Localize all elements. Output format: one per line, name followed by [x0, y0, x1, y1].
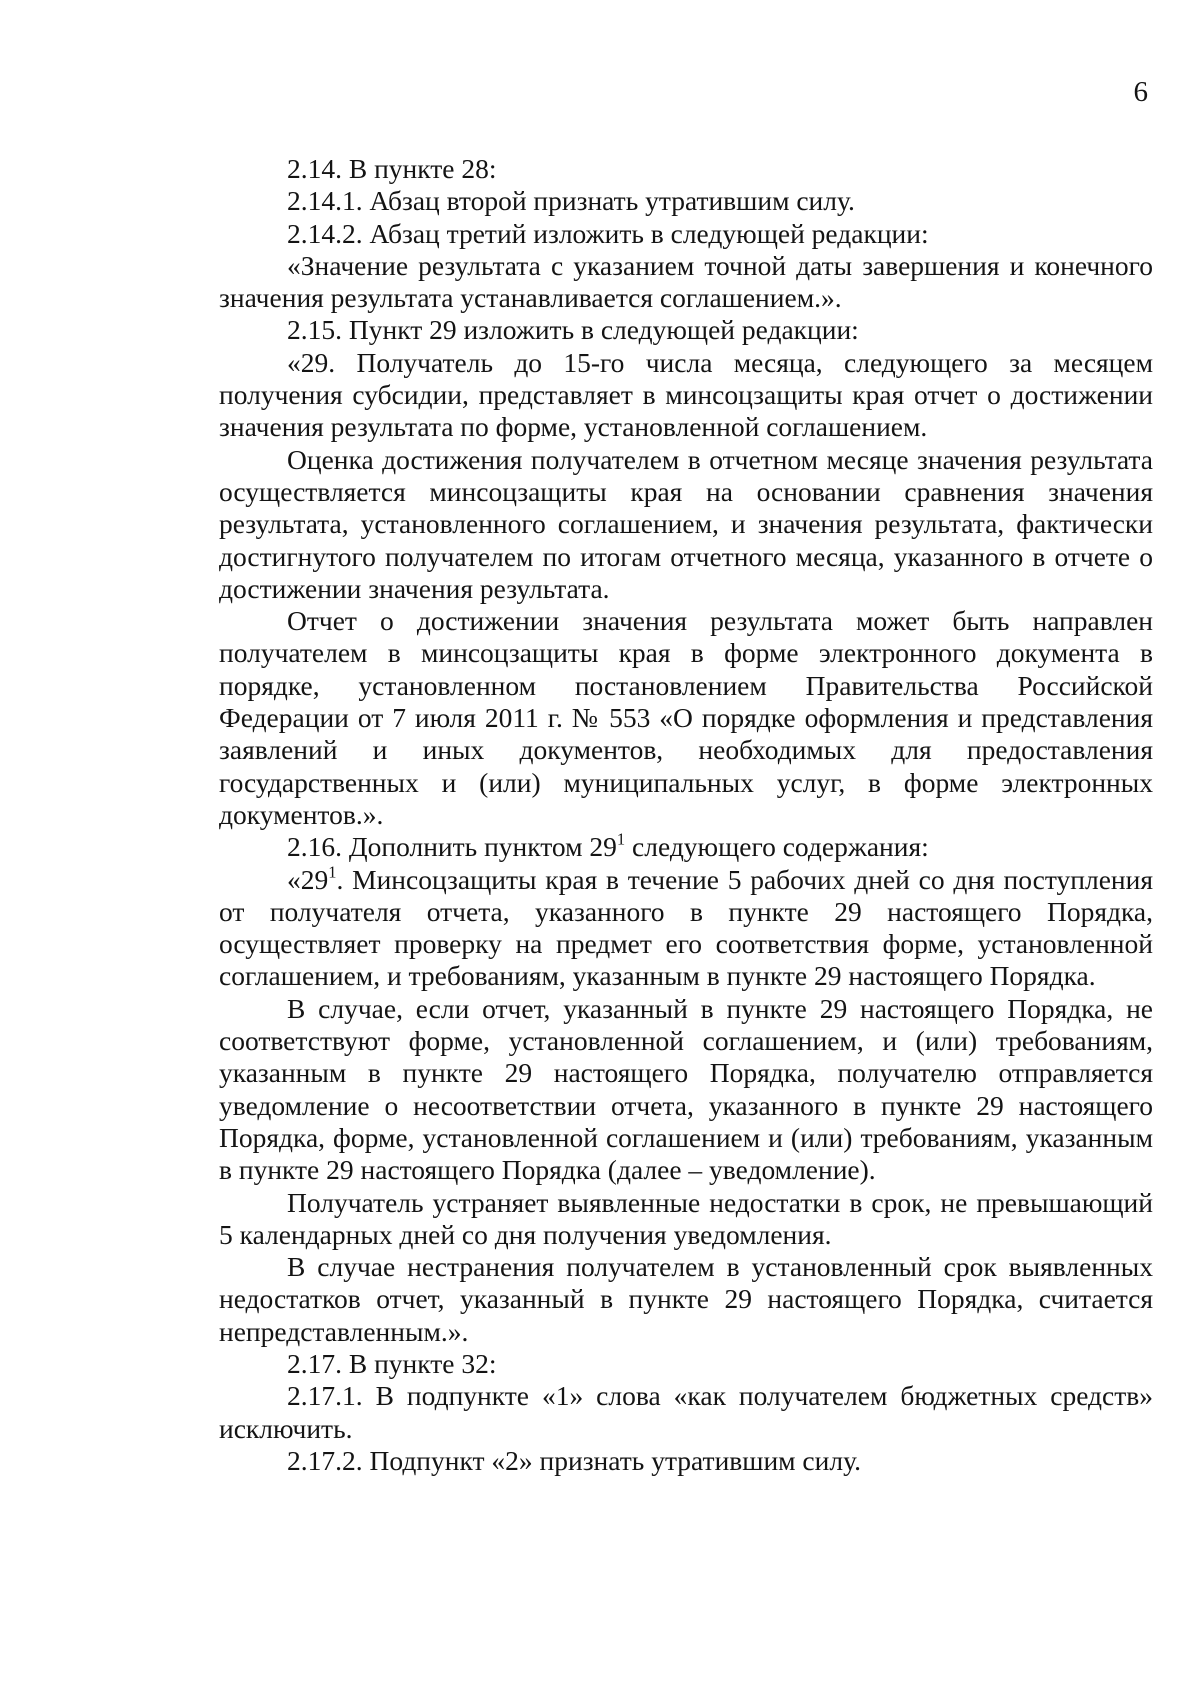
paragraph-deficiency-correction: Получатель устраняет выявленные недостатки в срок, не превышающий 5 календарных дней со дня получения уведомления.: [219, 1186, 1153, 1250]
paragraph-2-16: [219, 831, 1153, 863]
paragraph-29-1-text-tail: . Минсоцзащиты края в течение 5 рабочих дней со дня поступления от получателя отчета, указанного в пункте 29 настоящего Порядка, осуществляет проверку на предмет его соответствия форме, установленной соглашением, и требованиям, указанным в пункте 29 настоящего Порядка.: [219, 863, 1153, 992]
document-body: [219, 153, 1153, 1477]
page-number: 6: [1133, 76, 1148, 108]
paragraph-quote-point-29-1: [219, 861, 1153, 993]
paragraph-2-17: 2.17. В пункте 32:: [287, 1347, 497, 1379]
paragraph-quote-point-29: «29. Получатель до 15-го числа месяца, следующего за месяцем получения субсидии, представляет в минсоцзащиты края отчет о достижении значения результата по форме, установленной соглашением.: [219, 346, 1153, 443]
paragraph-2-14-1: 2.14.1. Абзац второй признать утратившим силу.: [287, 185, 855, 217]
paragraph-2-14: 2.14. В пункте 28:: [287, 153, 497, 184]
paragraph-2-16-text: 2.16. Дополнить пунктом 29: [287, 831, 617, 863]
paragraph-not-submitted: В случае нестранения получателем в установленный срок выявленных недостатков отчет, указанный в пункте 29 настоящего Порядка, считается непредставленным.».: [219, 1251, 1153, 1347]
paragraph-nonconformity: В случае, если отчет, указанный в пункте 29 настоящего Порядка, не соответствуют форме, установленной соглашением, и (или) требованиям, указанным в пункте 29 настоящего Порядка, получателю отправляется уведомление о несоответствии отчета, указанного в пункте 29 настоящего Порядка, форме, установленной соглашением и (или) требованиям, указанным в пункте 29 настоящего Порядка (далее – уведомление).: [219, 992, 1153, 1186]
paragraph-quote-result-value: «Значение результата с указанием точной даты завершения и конечного значения результата устанавливается соглашением.».: [219, 249, 1153, 314]
paragraph-2-17-1: 2.17.1. В подпункте «1» слова «как получателем бюджетных средств» исключить.: [219, 1380, 1153, 1444]
paragraph-2-15: 2.15. Пункт 29 изложить в следующей редакции:: [287, 314, 859, 346]
superscript-mark: 1: [616, 829, 626, 849]
paragraph-electronic-report: Отчет о достижении значения результата может быть направлен получателем в минсоцзащиты края в форме электронного документа в порядке, установленном постановлением Правительства Российской Федерации от 7 июля 2011 г. № 553 «О порядке оформления и представления заявлений и иных документов, необходимых для предоставления государственных и (или) муниципальных услуг, в форме электронных документов.».: [219, 605, 1153, 830]
paragraph-2-14-2: 2.14.2. Абзац третий изложить в следующей редакции:: [287, 217, 929, 249]
superscript-mark: 1: [328, 861, 337, 881]
paragraph-assessment: Оценка достижения получателем в отчетном месяце значения результата осуществляется минсоцзащиты края на основании сравнения значения результата, установленного соглашением, и значения результата, фактически достигнутого получателем по итогам отчетного месяца, указанного в отчете о достижении значения результата.: [219, 443, 1153, 604]
paragraph-29-1-text: «29: [287, 863, 329, 895]
paragraph-2-16-text-tail: следующего содержания:: [625, 831, 929, 863]
paragraph-2-17-2: 2.17.2. Подпункт «2» признать утратившим силу.: [287, 1444, 861, 1476]
